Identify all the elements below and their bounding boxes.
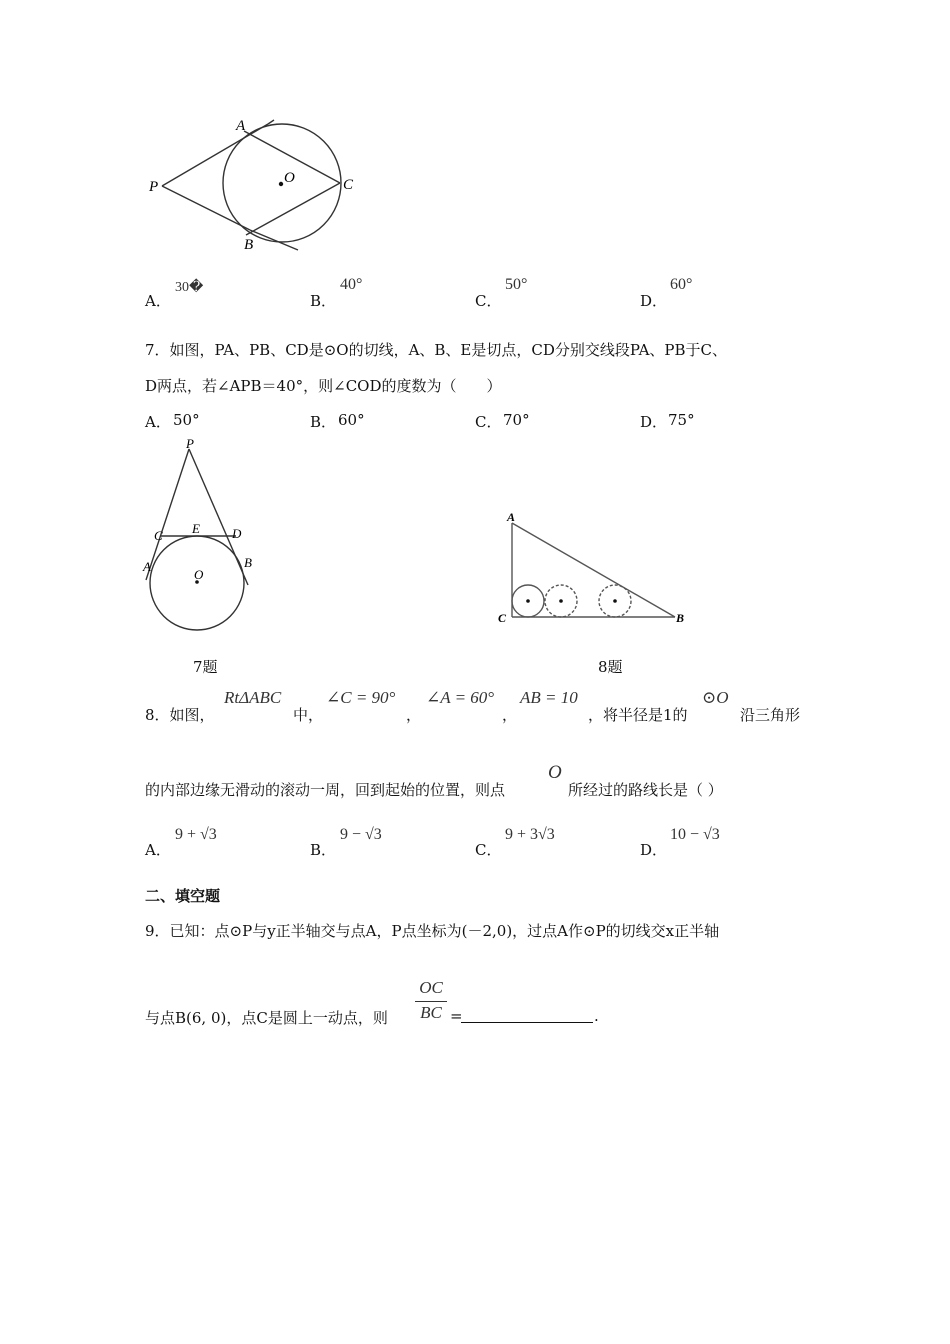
q8-option-c-letter: C．	[475, 841, 502, 859]
q7-figure	[140, 435, 270, 635]
q7-option-a-letter: A．	[145, 413, 171, 431]
q7-tangent-pa	[146, 449, 189, 580]
q6-label-o: O	[284, 170, 295, 186]
q6-option-d-value: 60°	[670, 276, 693, 293]
q9-fraction-denominator: BC	[420, 1003, 442, 1022]
q9-line-1: 9．已知：点⊙P与y正半轴交与点A，P点坐标为(－2,0)，过点A作⊙P的切线交x正半轴	[145, 922, 720, 940]
section-heading-fill-in: 二、填空题	[145, 887, 221, 905]
q6-label-a: A	[236, 118, 246, 134]
q7-option-c-value: 70°	[503, 411, 530, 429]
q8-line1-suffix1: ，将半径是1的	[588, 706, 688, 724]
q6-figure	[140, 110, 370, 260]
q6-tangent-pa	[162, 124, 268, 186]
q8-line2-prefix: 的内部边缘无滑动的滚动一周，回到起始的位置，则点	[145, 781, 506, 799]
q7-option-c-letter: C．	[475, 413, 502, 431]
q8-line1-mid: 中，	[293, 706, 324, 724]
q6-label-p: P	[149, 179, 159, 195]
q8-option-c-value: 9 + 3√3	[505, 826, 555, 843]
q7-caption: 7题	[193, 658, 218, 676]
q8-angle-a: ∠A = 60°	[426, 688, 495, 707]
q8-option-b-letter: B．	[310, 841, 337, 859]
q8-angle-c: ∠C = 90°	[326, 688, 396, 707]
q9-line2-prefix: 与点B(6, 0)，点C是圆上一动点，则	[145, 1009, 388, 1027]
q6-option-c-letter: C．	[475, 292, 502, 310]
q6-label-b: B	[244, 237, 254, 253]
q8-ab-length: AB = 10	[520, 688, 578, 707]
q8-comma-2: ，	[502, 706, 518, 724]
q8-caption: 8题	[598, 658, 623, 676]
q6-option-b-letter: B．	[310, 292, 337, 310]
q9-fraction-bar	[415, 1001, 447, 1002]
q7-label-a: A	[143, 559, 151, 574]
q8-label-a: A	[507, 510, 516, 524]
q8-label-c: C	[498, 611, 507, 625]
q7-option-d-letter: D．	[640, 413, 668, 431]
q7-label-c: C	[154, 528, 163, 543]
q8-comma-1: ，	[406, 706, 422, 724]
q6-option-d-letter: D．	[640, 292, 668, 310]
q6-option-b-value: 40°	[340, 276, 363, 293]
q6-label-c: C	[343, 177, 354, 193]
q8-line1-prefix: 8．如图，	[145, 706, 215, 724]
q7-option-b-value: 60°	[338, 411, 365, 429]
q6-option-c-value: 50°	[505, 276, 528, 293]
q7-label-p: P	[186, 436, 194, 451]
q7-line-2: D两点，若∠APB＝40°，则∠COD的度数为（ ）	[145, 377, 502, 395]
q7-option-d-value: 75°	[668, 411, 695, 429]
q8-line1-suffix2: 沿三角形	[740, 706, 801, 724]
q7-label-d: D	[232, 526, 242, 541]
q8-option-b-value: 9 − √3	[340, 826, 382, 843]
q8-line2-suffix: 所经过的路线长是（ ）	[568, 781, 723, 799]
q7-tangent-pb	[189, 449, 248, 585]
q9-equals: =	[450, 1007, 463, 1025]
q8-figure	[495, 505, 695, 630]
q6-option-a-letter: A．	[145, 292, 171, 310]
q7-option-b-letter: B．	[310, 413, 337, 431]
q8-option-a-letter: A．	[145, 841, 171, 859]
q6-option-a-value: 30�	[175, 280, 204, 295]
q8-side-ab	[512, 523, 675, 617]
q8-circle-o: ⊙O	[702, 688, 729, 707]
q7-label-o: O	[194, 567, 204, 582]
q8-option-d-letter: D．	[640, 841, 668, 859]
q7-label-e: E	[192, 521, 200, 536]
q8-option-d-value: 10 − √3	[670, 826, 720, 843]
q8-point-o: O	[548, 762, 562, 783]
q8-option-a-value: 9 + √3	[175, 826, 217, 843]
q8-label-b: B	[676, 611, 685, 625]
q6-chord-bc	[246, 183, 340, 235]
q9-period: .	[594, 1007, 599, 1025]
q9-answer-blank[interactable]	[461, 1008, 593, 1023]
q7-label-b: B	[244, 555, 252, 570]
q6-tangent-pb	[162, 186, 250, 230]
q9-fraction-numerator: OC	[419, 978, 443, 997]
q7-option-a-value: 50°	[173, 411, 200, 429]
q8-rt-triangle: RtΔABC	[224, 688, 282, 707]
q7-line-1: 7．如图，PA、PB、CD是⊙O的切线，A、B、E是切点，CD分别交线段PA、PB于C、	[145, 341, 728, 359]
